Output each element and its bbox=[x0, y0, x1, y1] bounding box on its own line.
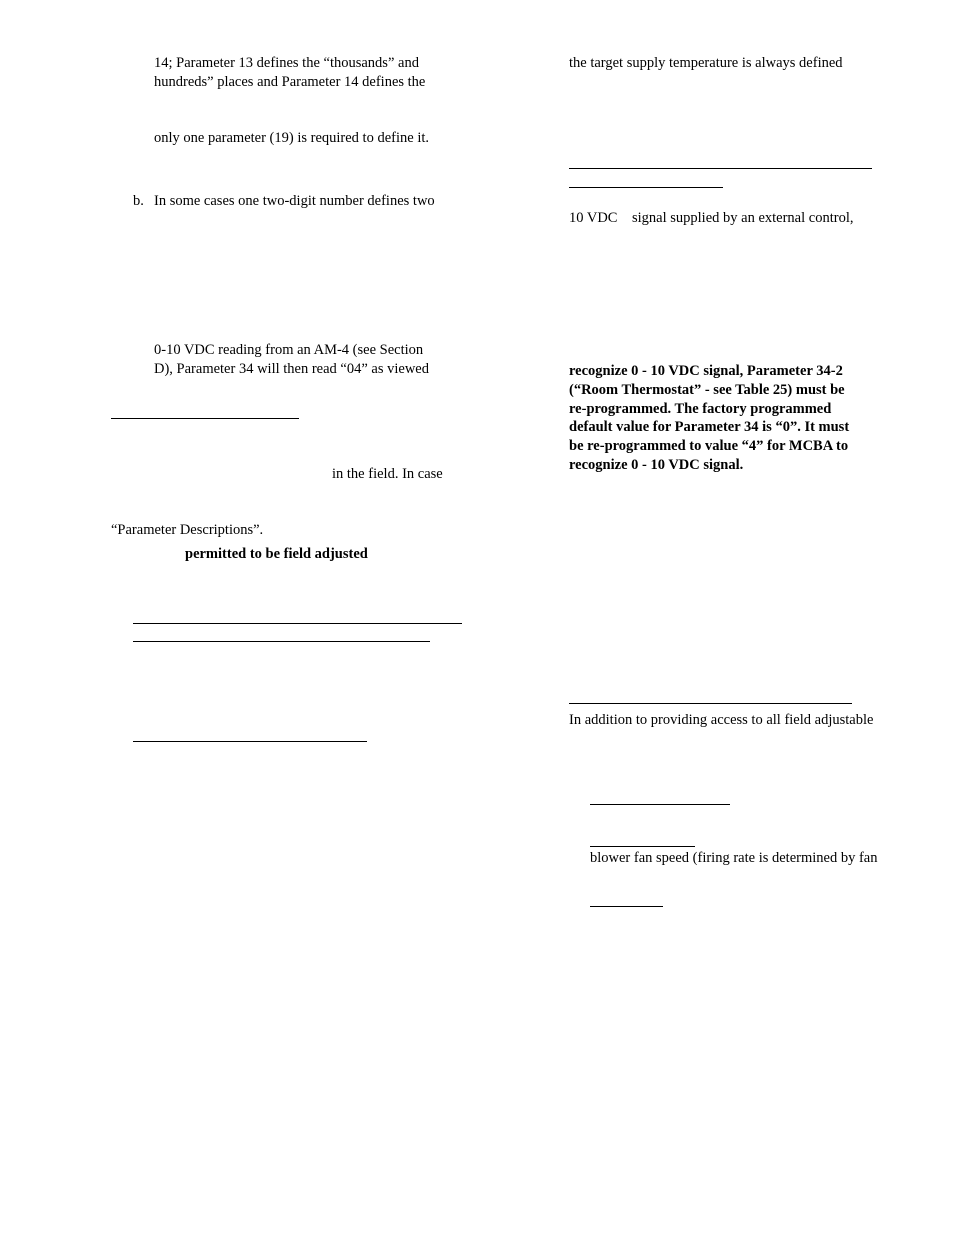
left-bold-text: permitted to be field adjusted bbox=[185, 546, 368, 562]
underline-rule bbox=[133, 641, 430, 642]
underline-rule bbox=[569, 168, 872, 169]
right-text-line-3: In addition to providing access to all field adjustable bbox=[569, 712, 874, 728]
underline-rule bbox=[590, 906, 663, 907]
note-line: re-programmed. The factory programmed bbox=[569, 401, 832, 417]
right-text-line-1: the target supply temperature is always defined bbox=[569, 55, 843, 71]
underline-rule bbox=[569, 703, 852, 704]
left-text-line-3: only one parameter (19) is required to define it. bbox=[154, 130, 429, 146]
underline-rule bbox=[569, 187, 723, 188]
note-line: be re-programmed to value “4” for MCBA to bbox=[569, 438, 849, 454]
left-text-line-5: 0-10 VDC reading from an AM-4 (see Section bbox=[154, 342, 424, 358]
underline-rule bbox=[590, 846, 695, 847]
right-text-line-2a: 10 VDC bbox=[569, 210, 618, 226]
left-text-line-2: hundreds” places and Parameter 14 defines the bbox=[154, 74, 426, 90]
left-text-line-8: “Parameter Descriptions”. bbox=[111, 522, 264, 538]
left-text-line-1: 14; Parameter 13 defines the “thousands” and bbox=[154, 55, 419, 71]
left-text-line-7: in the field. In case bbox=[332, 466, 443, 482]
note-line: (“Room Thermostat” - see Table 25) must be bbox=[569, 382, 845, 398]
underline-rule bbox=[133, 623, 462, 624]
underline-rule bbox=[133, 741, 367, 742]
left-text-line-6: D), Parameter 34 will then read “04” as viewed bbox=[154, 361, 429, 377]
list-item-b-text: In some cases one two-digit number defines two bbox=[154, 193, 435, 209]
underline-rule bbox=[590, 804, 730, 805]
note-line: default value for Parameter 34 is “0”. It must bbox=[569, 419, 850, 435]
right-text-line-4: blower fan speed (firing rate is determined by fan bbox=[590, 850, 878, 866]
right-text-line-2b: signal supplied by an external control, bbox=[632, 210, 854, 226]
list-item-b-marker: b. bbox=[133, 193, 144, 209]
note-line: recognize 0 - 10 VDC signal, Parameter 34-2 bbox=[569, 363, 843, 379]
heading-underline bbox=[111, 418, 299, 419]
note-line: recognize 0 - 10 VDC signal. bbox=[569, 457, 744, 473]
